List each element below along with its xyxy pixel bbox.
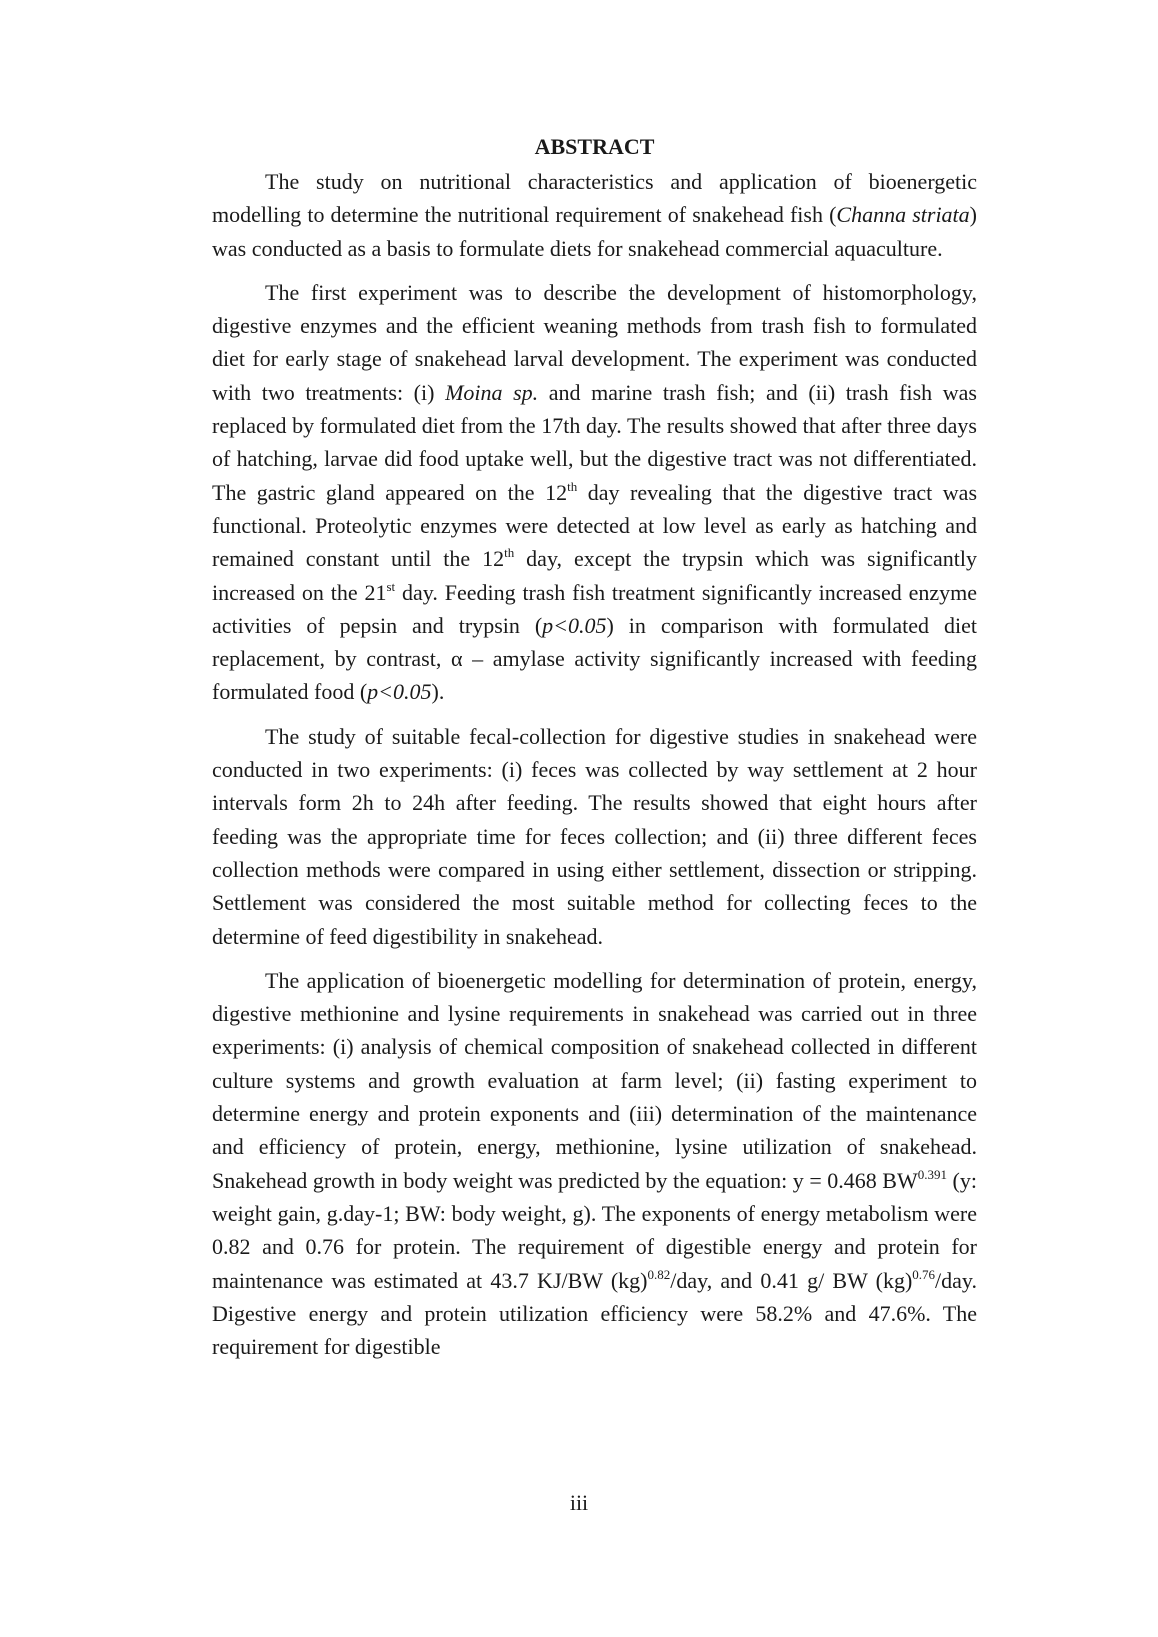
text-run: The study on nutritional characteristics and application of bioenergetic modelling to determine the nutritional requirement of snakehead fish (	[212, 169, 977, 228]
text-run: ) was conducted as a basis to formulate diets for snakehead commercial aquaculture.	[212, 202, 977, 261]
page-number: iii	[569, 1490, 589, 1515]
text-run: /day. Digestive energy and protein utilization efficiency were 58.2% and 47.6%. The requirement for digestible	[212, 1267, 977, 1360]
text-run: ) in comparison with formulated diet replacement, by contrast, α – amylase activity significantly increased with feeding formulated food (	[212, 612, 978, 705]
text-run: The first experiment was to describe the development of histomorphology, digestive enzymes and the efficient weaning methods from trash fish to formulated diet for early stage of snakehead larval development. The experiment was conducted with two treatments: (i)	[212, 279, 977, 405]
text-run: The application of bioenergetic modelling for determination of protein, energy, digestive methionine and lysine requirements in snakehead was carried out in three experiments: (i) analysis of chemical composition of snakehead collected in different culture systems and growth evaluation at farm level; (ii) fasting experiment to determine energy and protein exponents and (iii) determination of the maintenance and efficiency of protein, energy, methionine, lysine utilization of snakehead. Snakehead growth in body weight was predicted by the equation: y = 0.468 BW	[212, 967, 977, 1193]
text-run: (y: weight gain, g.day-1; BW: body weight, g). The exponents of energy metabolism were 0.82 and 0.76 for protein. The requirement of digestible energy and protein for maintenance was estimated at 43.7 KJ/BW (kg)	[212, 1167, 977, 1293]
text-run: day revealing that the digestive tract was functional. Proteolytic enzymes were detected at low level as early as hatching and remained constant until the 12	[212, 479, 978, 572]
paragraph-intro	[212, 165, 977, 265]
paragraph-fecal-collection	[212, 720, 977, 953]
species-name: Moina sp.	[445, 379, 539, 405]
abstract-heading: ABSTRACT	[534, 134, 655, 159]
text-run: The study of suitable fecal-collection for digestive studies in snakehead were conducted in two experiments: (i) feces was collected by way settlement at 2 hour intervals form 2h to 24h after feeding. The results showed that eight hours after feeding was the appropriate time for feces collection; and (ii) three different feces collection methods were compared in using either settlement, dissection or stripping. Settlement was considered the most suitable method for collecting feces to the determine of feed digestibility in snakehead.	[212, 723, 977, 949]
exponent-superscript: 0.391	[917, 1166, 947, 1182]
paragraph-bioenergetic-modelling	[212, 964, 977, 1364]
p-value: p<0.05	[367, 679, 432, 705]
text-run: day. Feeding trash fish treatment significantly increased enzyme activities of pepsin and trypsin (	[212, 579, 977, 638]
text-run: and marine trash fish; and (ii) trash fish was replaced by formulated diet from the 17th day. The results showed that after three days of hatching, larvae did food uptake well, but the digestive tract was not differentiated. The gastric gland appeared on the 12	[212, 379, 977, 505]
exponent-superscript: 0.82	[647, 1266, 671, 1282]
text-run: ).	[431, 679, 445, 705]
text-run: day, except the trypsin which was significantly increased on the 21	[212, 546, 977, 605]
ordinal-superscript: th	[567, 478, 578, 494]
paragraph-first-experiment	[212, 276, 977, 709]
document-page	[212, 130, 977, 1374]
species-name: Channa striata	[836, 202, 970, 228]
ordinal-superscript: th	[504, 545, 515, 561]
ordinal-superscript: st	[386, 578, 396, 594]
text-run: /day, and 0.41 g/ BW (kg)	[670, 1267, 913, 1293]
exponent-superscript: 0.76	[912, 1266, 936, 1282]
p-value: p<0.05	[542, 612, 607, 638]
